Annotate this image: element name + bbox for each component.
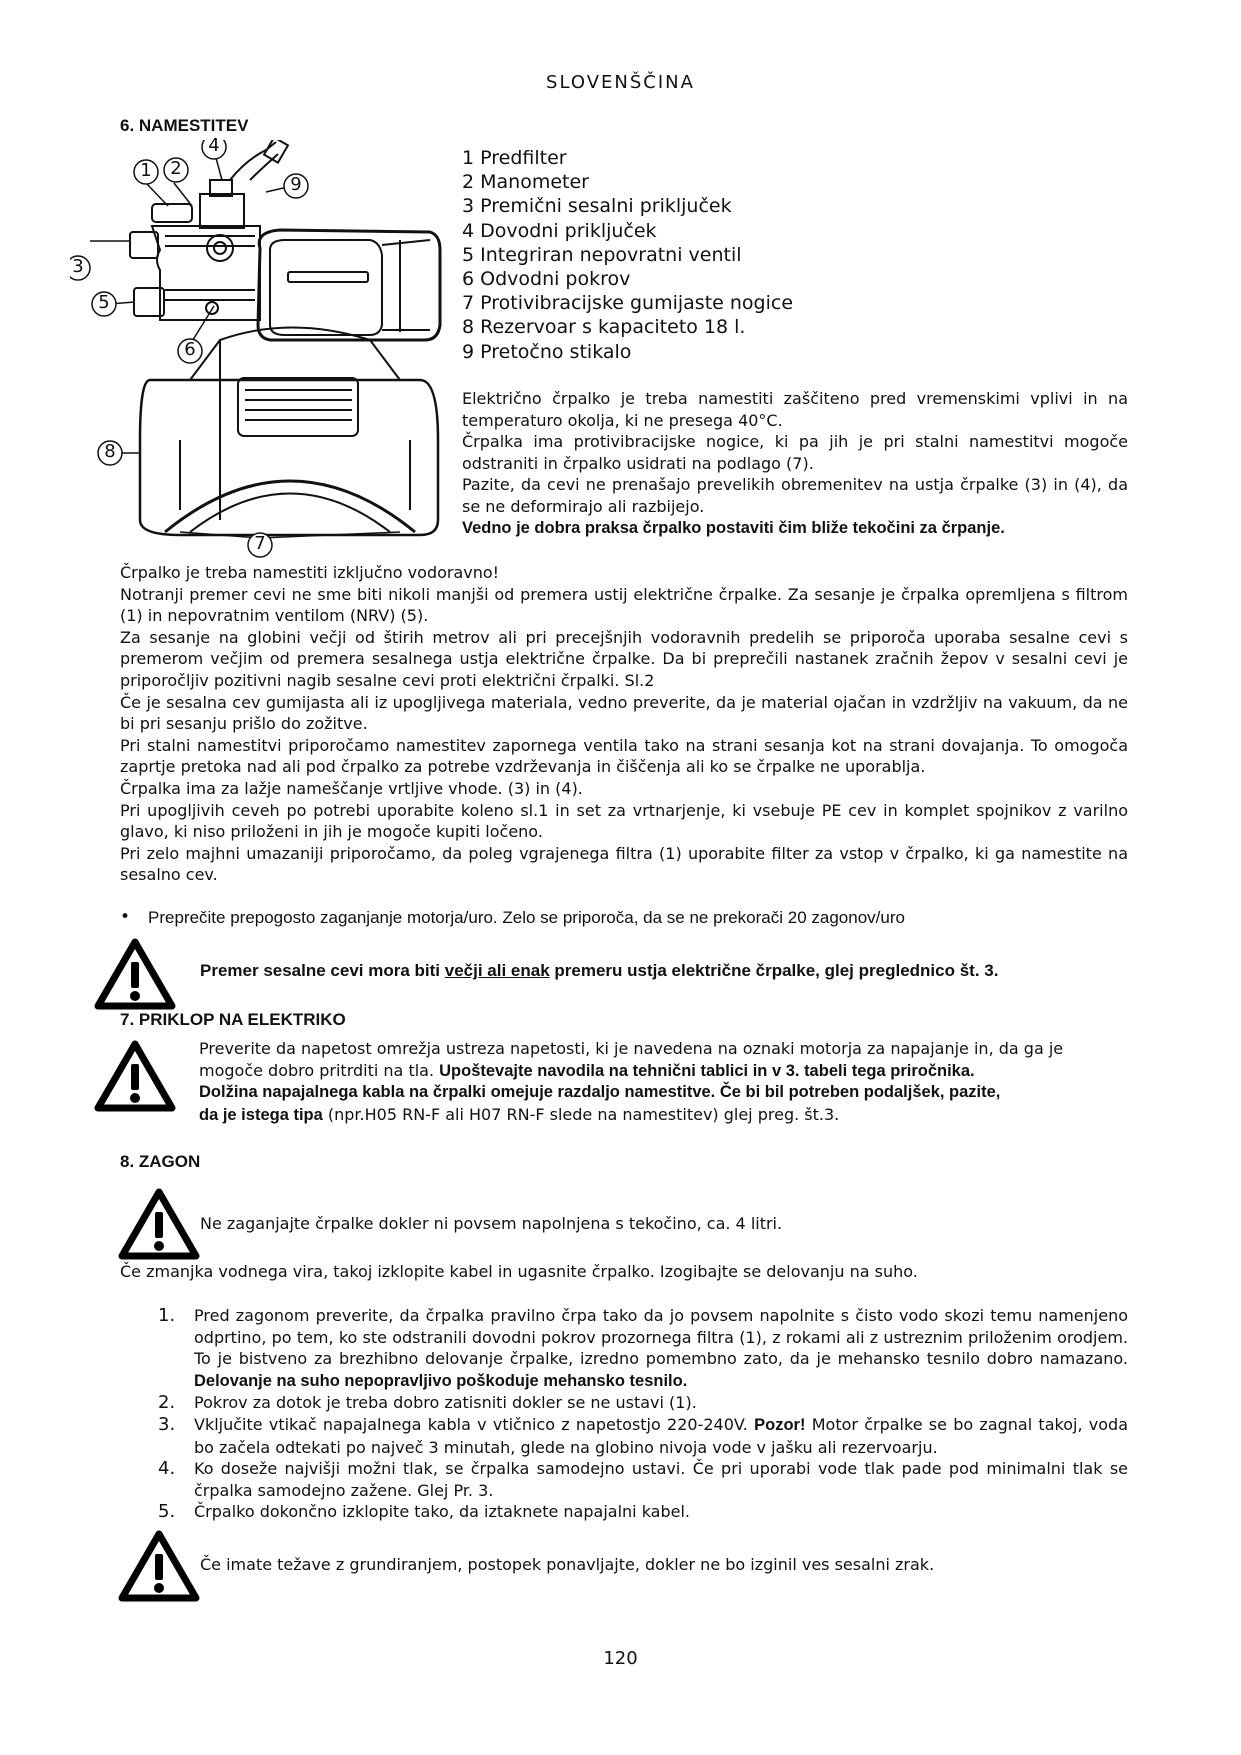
section-6-title: 6. NAMESTITEV <box>120 116 249 135</box>
suction-pipe-warning: Premer sesalne cevi mora biti večji ali enak premeru ustja električne črpalke, glej preglednico št. 3. <box>200 961 999 980</box>
callout-label-3: 3 <box>72 256 84 277</box>
paragraph: Pri zelo majhni umazaniji priporočamo, da poleg vgrajenega filtra (1) uporabite filter za vstop v črpalko, ki ga namestite na sesalno cev. <box>120 843 1128 885</box>
legend-item: 1 Predfilter <box>462 147 567 169</box>
list-item: 5. Črpalko dokončno izklopite tako, da iztaknete napajalni kabel. <box>158 1501 691 1523</box>
section-8-title: 8. ZAGON <box>120 1152 201 1171</box>
warning-icon <box>94 1040 176 1112</box>
startup-steps <box>120 1305 1128 1523</box>
page-number: 120 <box>603 1648 638 1669</box>
paragraph: Električno črpalko je treba namestiti zaščiteno pred vremenskimi vplivi in na temperaturo okolja, ki ne presega 40°C. <box>462 389 1128 430</box>
list-item: 3. Vključite vtikač napajalnega kabla v vtičnico z napetostjo 220-240V. Pozor! Motor črpalke se bo zagnal takoj, voda bo začela odtekati po največ 3 minutah, glede na globino nivoja vode v jašku ali rezervoarju. <box>158 1413 1129 1457</box>
legend-item: 2 Manometer <box>462 171 589 194</box>
legend-item: 9 Pretočno stikalo <box>462 340 632 363</box>
callout-label-9: 9 <box>290 174 302 195</box>
dry-run-note: Če zmanjka vodnega vira, takoj izklopite kabel in ugasnite črpalko. Izogibajte se delovanju na suho. <box>120 1262 918 1281</box>
electrical-connection-text: Preverite da napetost omrežja ustreza napetosti, ki je navedena na oznaki motorja za napajanje in, da ga je mogoče dobro pritrditi na tla. Upoštevajte navodila na tehnični tablici in v 3. tabeli tega priročnika. Dolžina napajalnega kabla na črpalki omejuje razdaljo namestitve. Če bi bil potreben podaljšek, pazite, da je istega tipa (npr.H05 RN-F ali H07 RN-F slede na namestitev) glej preg. št.3. <box>199 1039 1064 1124</box>
paragraph: Pri upogljivih ceveh po potrebi uporabite koleno sl.1 in set za vrtnarjenje, ki vsebuje PE cev in komplet spojnikov z varilno glavo, ki niso priloženi in jih je mogoče kupiti ločeno. <box>120 800 1128 842</box>
page-language-header: SLOVENŠČINA <box>546 72 695 93</box>
installation-side-notes <box>462 388 1128 539</box>
paragraph: Pazite, da cevi ne prenašajo prevelikih obremenitev na ustja črpalke (3) in (4), da se ne deformirajo ali razbijejo. <box>462 475 1128 516</box>
paragraph: Črpalka ima za lažje nameščanje vrtljive vhode. (3) in (4). <box>120 778 583 798</box>
bullet-text: Preprečite prepogosto zaganjanje motorja/uro. Zelo se priporoča, da se ne prekorači 20 zagonov/uro <box>148 908 905 927</box>
callout-label-2: 2 <box>170 158 182 179</box>
legend-item: 8 Rezervoar s kapaciteto 18 l. <box>462 316 746 339</box>
paragraph: Notranji premer cevi ne sme biti nikoli manjši od premera ustij električne črpalke. Za sesanje je črpalka opremljena s filtrom (1) in nepovratnim ventilom (NRV) (5). <box>120 584 1128 626</box>
paragraph: Črpalko je treba namestiti izključno vodoravno! <box>120 563 500 582</box>
warning-icon <box>118 1530 200 1602</box>
figure-legend <box>462 146 793 364</box>
legend-item: 3 Premični sesalni priključek <box>462 195 732 218</box>
bullet-dot: • <box>120 907 131 927</box>
callout-label-6: 6 <box>184 339 196 360</box>
section-7-title: 7. PRIKLOP NA ELEKTRIKO <box>120 1010 346 1029</box>
callout-label-8: 8 <box>104 441 116 462</box>
callout-label-4: 4 <box>208 135 220 156</box>
installation-body <box>120 562 1128 886</box>
callout-label-7: 7 <box>254 533 266 554</box>
warning-icon <box>118 1188 200 1260</box>
paragraph: Pri stalni namestitvi priporočamo namestitev zapornega ventila tako na strani sesanja kot na strani dovajanja. To omogoča zaprtje pretoka nad ali pod črpalko za potrebe vzdrževanja in čiščenja ali ko se črpalke ne uporablja. <box>120 735 1128 777</box>
list-item: 4. Ko doseže najvišji možni tlak, se črpalka samodejno ustavi. Če pri uporabi vode tlak pade pod minimalni tlak se črpalka samodejno zažene. Glej Pr. 3. <box>158 1458 1128 1500</box>
legend-item: 4 Dovodni priključek <box>462 219 657 242</box>
callout-label-1: 1 <box>140 160 152 181</box>
repeat-priming-note: Če imate težave z grundiranjem, postopek ponavljajte, dokler ne bo izginil ves sesalni zrak. <box>200 1555 935 1574</box>
priming-warning: Ne zaganjajte črpalke dokler ni povsem napolnjena s tekočino, ca. 4 litri. <box>200 1214 783 1233</box>
list-item: 1. Pred zagonom preverite, da črpalka pravilno črpa tako da jo povsem napolnite s čisto vodo skozi temu namenjeno odprtino, po tem, ko ste odstranili dovodni pokrov prozornega filtra (1), z rokami ali z ustreznim priloženim orodjem. To je bistveno za brezhibno delovanje črpalke, izredno pomembno zato, da je mehansko tesnilo dobro namazano. Delovanje na suho nepopravljivo poškoduje mehansko tesnilo. <box>158 1305 1128 1390</box>
paragraph: Črpalka ima protivibracijske nogice, ki pa jih je pri stalni namestitvi mogoče odstraniti in črpalko usidrati na podlago (7). <box>462 432 1128 473</box>
legend-item: 6 Odvodni pokrov <box>462 268 631 291</box>
legend-item: 5 Integriran nepovratni ventil <box>462 243 742 266</box>
pump-figure <box>70 140 450 560</box>
callout-label-5: 5 <box>98 292 110 313</box>
paragraph: Če je sesalna cev gumijasta ali iz upogljivega materiala, vedno preverite, da je material ojačan in vzdržljiv na vakuum, da ne bi pri sesanju prišlo do zožitve. <box>120 692 1128 734</box>
warning-icon <box>94 938 176 1010</box>
list-item: 2. Pokrov za dotok je treba dobro zatisniti dokler se ne ustavi (1). <box>158 1392 697 1414</box>
bold-note: Vedno je dobra praksa črpalko postaviti čim bliže tekočini za črpanje. <box>462 518 1005 537</box>
legend-item: 7 Protivibracijske gumijaste nogice <box>462 292 794 315</box>
paragraph: Za sesanje na globini večji od štirih metrov ali pri precejšnjih vodoravnih predelih se priporoča uporaba sesalne cevi s premerom večjim od premera sesalnega ustja električne črpalke. Da bi preprečili nastanek zračnih žepov v sesalni cevi je priporočljiv pozitivni nagib sesalne cevi proti električni črpalki. Sl.2 <box>120 627 1128 690</box>
